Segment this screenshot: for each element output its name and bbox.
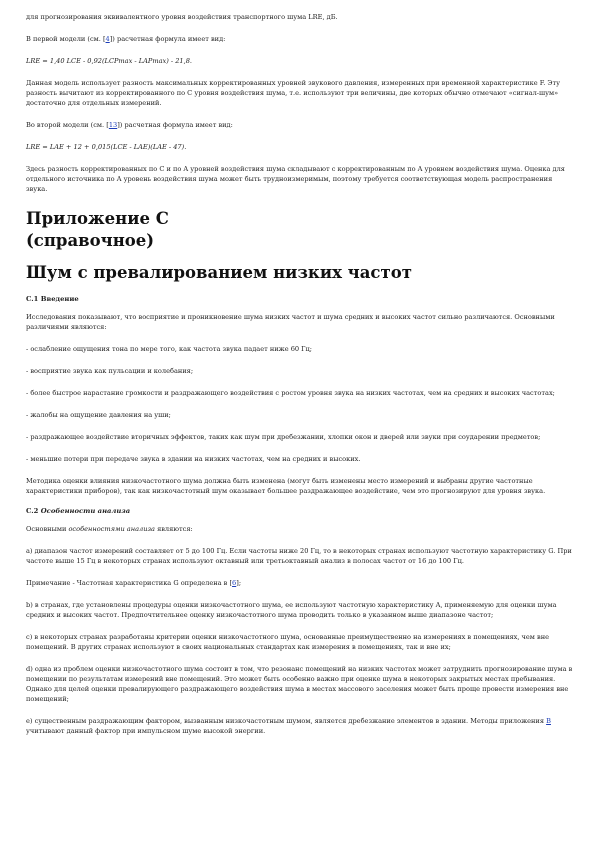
appendix-heading: Приложение C (справочное) (26, 209, 169, 250)
paragraph-model2: Во второй модели (см. [13]) расчетная формула имеет вид: (26, 121, 233, 129)
list-item-e: e) существенным раздражающим фактором, вызванным низкочастотным шумом, является дребезжание элементов в здании. Методы приложения B учитывают данный фактор при импульсном шуме высокой энергии. (26, 717, 551, 735)
bullet-item-4: - жалобы на ощущение давления на уши; (26, 411, 171, 419)
list-item-d: d) одна из проблем оценки низкочастотного шума состоит в том, что резонанс помещений на низких частотах может затруднить прогнозирование шума в помещении по результатам измерений вне помещений. Это может быть особенно важно при оценке шума в некоторых закрытых местах пребывания. Однако для целей оценки превалирующего раздражающего воздействия шума в местах массового заселения может быть проще провести измерения вне помещений; (26, 665, 573, 703)
list-item-a: а) диапазон частот измерений составляет от 5 до 100 Гц. Если частоты ниже 20 Гц, то в некоторых странах используют частотную характеристику G. При частоте выше 15 Гц в некоторых странах используют октавный или третьоктавный анализ в полосах частот от 16 до 100 Гц. (26, 547, 572, 565)
bullet-item-6: - меньшие потери при передаче звука в здании на низких частотах, чем на средних и высоких. (26, 455, 361, 463)
list-item-c: c) в некоторых странах разработаны критерии оценки низкочастотного шума, основанные преимущественно на измерениях в помещениях, чем вне помещений. В других странах используют в своих национальных стандартах как измерения в помещениях, так и вне их; (26, 633, 550, 651)
formula-2: LRE = LAE + 12 + 0,015(LCE - LAE)(LAE - 47). (26, 143, 187, 151)
section-heading-c1: C.1 Введение (26, 295, 79, 303)
paragraph-model1: В первой модели (см. [4]) расчетная формула имеет вид: (26, 35, 226, 43)
paragraph-model1-desc: Данная модель использует разность максимальных корректированных уровней звукового давления, измеренных при временной характеристике F. Эту разность вычитают из корректированного по C уровня воздействия шума, т.е. используют три величины, две которых обычно отмечают «сигнал-шум» достаточно для отдельных измерений. (26, 79, 561, 107)
paragraph-intro: для прогнозирования эквивалентного уровня воздействия транспортного шума LRE, дБ. (26, 13, 338, 21)
reference-link-6[interactable]: 6 (232, 579, 237, 587)
bullet-item-3: - более быстрое нарастание громкости и раздражающего воздействия с ростом уровня звука на низких частотах, чем на средних и высоких частотах; (26, 389, 555, 397)
section-c1-conclusion: Методика оценки влияния низкочастотного шума должна быть изменена (могут быть изменены место измерений и выбраны другие частотные характеристики приборов), так как низкочастотный шум оказывает большее раздражающее воздействие, чем это прогнозируют для уровня звука. (26, 477, 546, 495)
reference-link-13[interactable]: 13 (108, 121, 118, 129)
appendix-link-b[interactable]: B (546, 717, 551, 725)
section-c2-intro: Основными особенностями анализа являются: (26, 525, 193, 533)
appendix-title: Шум с превалированием низких частот (26, 263, 412, 282)
note-paragraph: Примечание - Частотная характеристика G определена в [6]; (26, 579, 242, 587)
bullet-item-5: - раздражающее воздействие вторичных эффектов, таких как шум при дребезжании, хлопки окон и дверей или звуки при соударении предметов; (26, 433, 541, 441)
formula-1: LRE = 1,40 LCE - 0,92(LCPmax - LAPmax) - 21,8. (26, 57, 192, 65)
paragraph-model2-desc: Здесь разность корректированных по C и по A уровней воздействия шума складывают с корректированным по A уровнем воздействия шума. Оценка для отдельного источника по A уровень воздействия шума может быть трудноизмеримым, поэтому требуется соответствующая модель распространения звука. (26, 165, 565, 193)
bullet-item-1: - ослабление ощущения тона по мере того, как частота звука падает ниже 60 Гц; (26, 345, 313, 353)
section-c1-intro: Исследования показывают, что восприятие и проникновение шума низких частот и шума средних и высоких частот сильно различаются. Основными различиями являются: (26, 313, 555, 331)
section-heading-c2: C.2 Особенности анализа (26, 507, 131, 515)
document-page (26, 12, 574, 736)
reference-link-4[interactable]: 4 (105, 35, 110, 43)
list-item-b: b) в странах, где установлены процедуры оценки низкочастотного шума, ее используют частотную характеристику A, применяемую для оценки шума средних и высоких частот. Предпочтительнее оценку низкочастотного шума проводить только в указанном выше диапазоне частот; (26, 601, 557, 619)
bullet-item-2: - восприятие звука как пульсации и колебания; (26, 367, 194, 375)
